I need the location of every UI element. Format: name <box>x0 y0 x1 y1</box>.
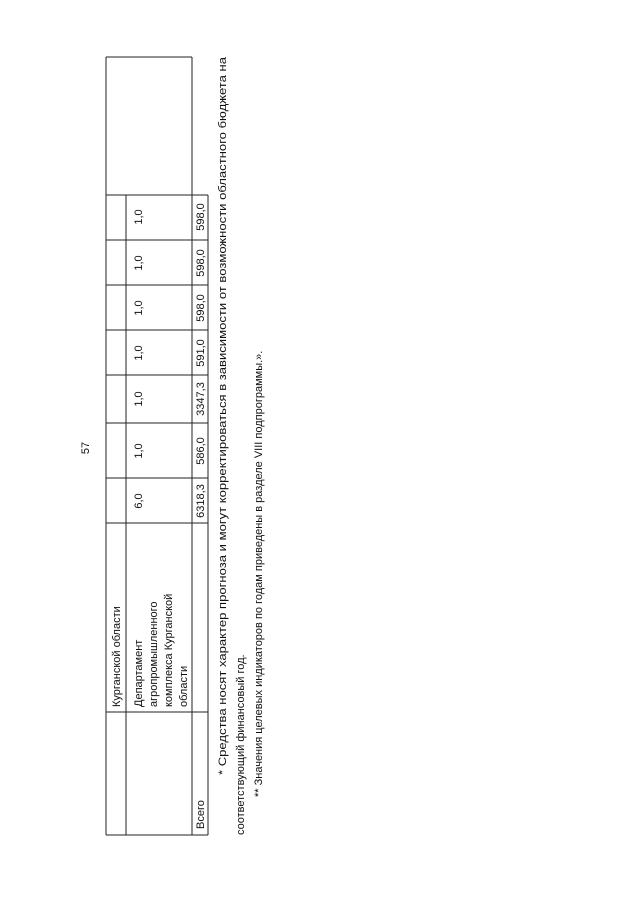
page-number: 57 <box>80 441 92 455</box>
total-label: Всего <box>195 800 207 829</box>
total-value: 3347,3 <box>195 382 207 416</box>
department-value: 1,0 <box>133 391 145 407</box>
total-value: 598,0 <box>195 294 207 322</box>
total-value: 598,0 <box>195 203 207 231</box>
department-label-line: области <box>178 665 190 707</box>
department-value: 1,0 <box>133 209 145 225</box>
department-value: 1,0 <box>133 255 145 271</box>
department-value: 6,0 <box>133 493 145 509</box>
footnote-line: ** Значения целевых индикаторов по годам приведены в разделе VIII подпрограммы.». <box>253 350 265 797</box>
total-value: 586,0 <box>195 437 207 465</box>
landscape-page <box>106 56 265 835</box>
budget-table <box>106 57 208 835</box>
department-label-line: комплекса Курганской <box>163 593 175 707</box>
continued-row-label: Курганской области <box>111 606 123 707</box>
total-value: 6318,3 <box>195 484 207 518</box>
total-value: 598,0 <box>195 249 207 277</box>
footnote-line: соответствующий финансовый год. <box>235 654 247 835</box>
footnotes <box>217 56 265 835</box>
department-value: 1,0 <box>133 345 145 361</box>
department-label-line: Департамент <box>133 639 145 707</box>
footnote-line: * Средства носят характер прогноза и могут корректироваться в зависимости от возможности областного бюджета на <box>217 170 229 775</box>
department-value: 1,0 <box>133 300 145 316</box>
department-label-line: агропромышленного <box>148 601 160 707</box>
department-value: 1,0 <box>133 443 145 459</box>
total-value: 591,0 <box>195 339 207 367</box>
